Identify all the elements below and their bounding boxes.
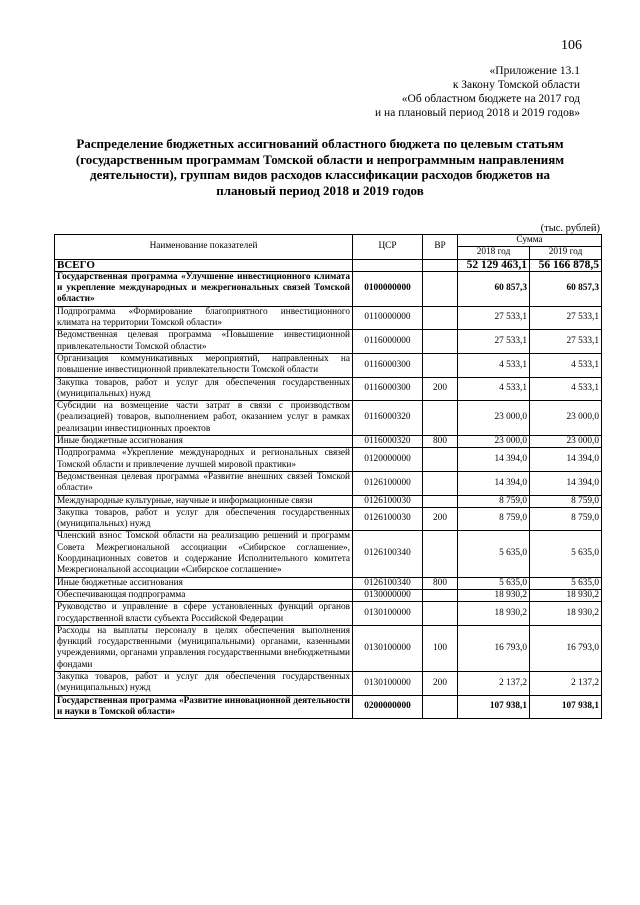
units-label: (тыс. рублей): [540, 223, 600, 234]
row-vr: 200: [423, 507, 458, 531]
table-row: [55, 330, 602, 354]
row-2019: 5 635,0: [530, 531, 602, 577]
row-name: Подпрограмма «Формирование благоприятного инвестиционного климата на территории Томской области»: [55, 306, 353, 330]
table-row: [55, 695, 602, 719]
row-csr: 0120000000: [353, 448, 423, 472]
row-2018: 18 930,2: [458, 602, 530, 626]
row-2019: 8 759,0: [530, 507, 602, 531]
appendix-line-4: и на плановый период 2018 и 2019 годов»: [375, 107, 580, 119]
header-sum: Сумма: [458, 235, 602, 247]
row-vr: [423, 471, 458, 495]
table-row: [55, 625, 602, 671]
row-name: Государственная программа «Улучшение инвестиционного климата и укрепление международных и межрегиональных связей Томской области»: [55, 271, 353, 306]
appendix-header: [375, 64, 580, 120]
row-vr: 800: [423, 436, 458, 448]
row-2018: 14 394,0: [458, 448, 530, 472]
row-vr: [423, 448, 458, 472]
row-name: Государственная программа «Развитие инновационной деятельности и науки в Томской области»: [55, 695, 353, 719]
row-name: Организация коммуникативных мероприятий, направленных на повышение инвестиционной привлекательности Томской области: [55, 353, 353, 377]
document-title: Распределение бюджетных ассигнований областного бюджета по целевым статьям (государственным программам Томской области и непрограммным направлениям деятельности), группам видов расходов классификации расходов бюджетов на плановый период 2018 и 2019 годов: [75, 136, 565, 198]
table-row: [55, 531, 602, 577]
row-2018: 107 938,1: [458, 695, 530, 719]
row-2019: 27 533,1: [530, 330, 602, 354]
header-name: Наименование показателей: [55, 235, 353, 260]
row-csr: 0100000000: [353, 271, 423, 306]
row-vr: [423, 695, 458, 719]
row-name: Ведомственная целевая программа «Развитие внешних связей Томской области»: [55, 471, 353, 495]
row-2018: 5 635,0: [458, 577, 530, 589]
row-csr: 0126100000: [353, 471, 423, 495]
row-name: Иные бюджетные ассигнования: [55, 577, 353, 589]
row-csr: 0130000000: [353, 589, 423, 601]
header-vr: ВР: [423, 235, 458, 260]
row-vr: [423, 401, 458, 436]
row-2018: 60 857,3: [458, 271, 530, 306]
row-name: Членский взнос Томской области на реализацию решений и программ Совета Межрегиональной ассоциации «Сибирское соглашение», Координационных советов и содержание Исполнительного комитета Межрегиональной ассоциации «Сибирское соглашение»: [55, 531, 353, 577]
row-name: Субсидии на возмещение части затрат в связи с производством (реализацией) товаров, выполнением работ, оказанием услуг в рамках реализации инвестиционных проектов: [55, 401, 353, 436]
row-2018: 8 759,0: [458, 507, 530, 531]
row-vr: [423, 495, 458, 507]
row-2018: 14 394,0: [458, 471, 530, 495]
row-vr: 200: [423, 671, 458, 695]
table-row: [55, 353, 602, 377]
table-row: [55, 259, 602, 271]
row-2018: 23 000,0: [458, 401, 530, 436]
row-name: Международные культурные, научные и информационные связи: [55, 495, 353, 507]
row-vr: [423, 306, 458, 330]
appendix-line-3: «Об областном бюджете на 2017 год: [401, 93, 580, 105]
row-csr: 0116000300: [353, 377, 423, 401]
row-name: Закупка товаров, работ и услуг для обеспечения государственных (муниципальных) нужд: [55, 671, 353, 695]
appendix-line-1: «Приложение 13.1: [489, 65, 580, 77]
row-2019: 4 533,1: [530, 377, 602, 401]
table-row: [55, 436, 602, 448]
table-row: [55, 671, 602, 695]
row-name: Подпрограмма «Укрепление международных и региональных связей Томской области и привлечение лучшей мировой практики»: [55, 448, 353, 472]
table-row: [55, 507, 602, 531]
row-csr: 0126100340: [353, 531, 423, 577]
table-body: [55, 259, 602, 719]
row-name: Расходы на выплаты персоналу в целях обеспечения выполнения функций государственными (муниципальными) органами, казенными учреждениями, органами управления государственными внебюджетными фондами: [55, 625, 353, 671]
row-2018: 16 793,0: [458, 625, 530, 671]
row-name: Руководство и управление в сфере установленных функций органов государственной власти субъекта Российской Федерации: [55, 602, 353, 626]
row-name: Закупка товаров, работ и услуг для обеспечения государственных (муниципальных) нужд: [55, 507, 353, 531]
table-row: [55, 589, 602, 601]
row-vr: 100: [423, 625, 458, 671]
row-2019: 14 394,0: [530, 471, 602, 495]
row-name: Иные бюджетные ассигнования: [55, 436, 353, 448]
row-vr: [423, 531, 458, 577]
table-row: [55, 401, 602, 436]
row-csr: 0116000300: [353, 353, 423, 377]
page-number: 106: [561, 38, 582, 53]
row-csr: 0116000000: [353, 330, 423, 354]
row-vr: 200: [423, 377, 458, 401]
table-row: [55, 602, 602, 626]
row-name: Ведомственная целевая программа «Повышение инвестиционной привлекательности Томской области»: [55, 330, 353, 354]
table-row: [55, 377, 602, 401]
row-vr: [423, 259, 458, 271]
row-2019: 4 533,1: [530, 353, 602, 377]
header-csr: ЦСР: [353, 235, 423, 260]
row-vr: [423, 271, 458, 306]
table-row: [55, 271, 602, 306]
table-row: [55, 495, 602, 507]
row-2019: 23 000,0: [530, 401, 602, 436]
row-2019: 8 759,0: [530, 495, 602, 507]
row-vr: [423, 353, 458, 377]
row-name: Закупка товаров, работ и услуг для обеспечения государственных (муниципальных) нужд: [55, 377, 353, 401]
row-csr: 0126100030: [353, 507, 423, 531]
row-2019: 23 000,0: [530, 436, 602, 448]
row-csr: 0116000320: [353, 401, 423, 436]
row-2019: 107 938,1: [530, 695, 602, 719]
row-2019: 14 394,0: [530, 448, 602, 472]
row-2018: 27 533,1: [458, 306, 530, 330]
row-2018: 18 930,2: [458, 589, 530, 601]
row-csr: 0116000320: [353, 436, 423, 448]
row-2019: 16 793,0: [530, 625, 602, 671]
row-csr: 0126100340: [353, 577, 423, 589]
row-2019: 56 166 878,5: [530, 259, 602, 271]
table-row: [55, 306, 602, 330]
appendix-line-2: к Закону Томской области: [452, 79, 580, 91]
row-vr: [423, 602, 458, 626]
row-csr: 0130100000: [353, 671, 423, 695]
row-csr: 0130100000: [353, 602, 423, 626]
header-2019: 2019 год: [530, 247, 602, 259]
row-vr: [423, 589, 458, 601]
row-2019: 60 857,3: [530, 271, 602, 306]
row-csr: 0130100000: [353, 625, 423, 671]
row-2018: 5 635,0: [458, 531, 530, 577]
budget-table: [54, 234, 602, 719]
row-2019: 18 930,2: [530, 589, 602, 601]
row-2018: 27 533,1: [458, 330, 530, 354]
row-vr: [423, 330, 458, 354]
row-2018: 23 000,0: [458, 436, 530, 448]
header-2018: 2018 год: [458, 247, 530, 259]
row-2019: 27 533,1: [530, 306, 602, 330]
row-csr: 0200000000: [353, 695, 423, 719]
row-2019: 5 635,0: [530, 577, 602, 589]
row-name: ВСЕГО: [55, 259, 353, 271]
row-2018: 4 533,1: [458, 377, 530, 401]
row-csr: 0126100030: [353, 495, 423, 507]
row-vr: 800: [423, 577, 458, 589]
row-2018: 4 533,1: [458, 353, 530, 377]
table-row: [55, 448, 602, 472]
row-2018: 52 129 463,1: [458, 259, 530, 271]
row-csr: [353, 259, 423, 271]
row-2019: 2 137,2: [530, 671, 602, 695]
row-2019: 18 930,2: [530, 602, 602, 626]
row-2018: 2 137,2: [458, 671, 530, 695]
table-row: [55, 577, 602, 589]
row-name: Обеспечивающая подпрограмма: [55, 589, 353, 601]
table-row: [55, 471, 602, 495]
row-csr: 0110000000: [353, 306, 423, 330]
row-2018: 8 759,0: [458, 495, 530, 507]
